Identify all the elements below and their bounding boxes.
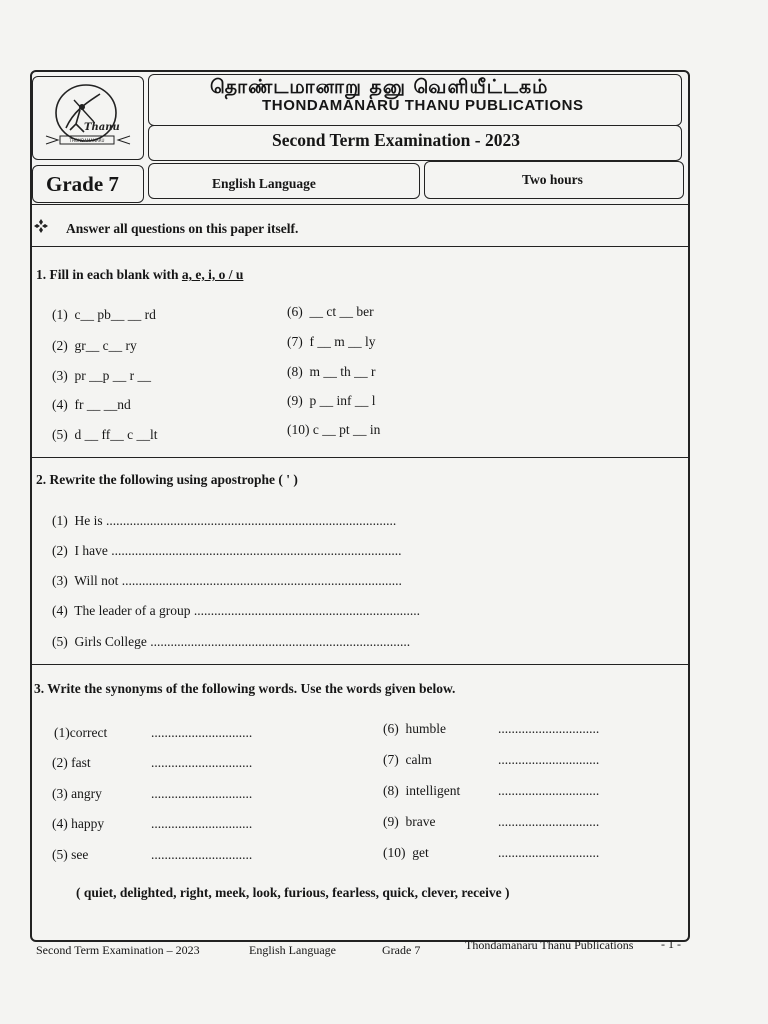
item-text: __ ct __ ber: [309, 304, 374, 319]
publisher-title: THONDAMANARU THANU PUBLICATIONS: [262, 97, 584, 114]
item-number: (3): [52, 786, 68, 801]
item-text: c __ pt __ in: [312, 422, 381, 437]
q2-item: [52, 573, 402, 589]
answer-dots[interactable]: ..............................: [151, 786, 253, 801]
item-number: (4): [52, 397, 68, 412]
item-number: (10): [383, 845, 406, 860]
exam-title: Second Term Examination - 2023: [272, 130, 520, 150]
q1-item: [52, 338, 137, 354]
subject-label: English Language: [212, 176, 316, 191]
item-number: (9): [383, 814, 399, 829]
item-word: correct: [69, 725, 108, 740]
item-text: fr __ __nd: [74, 397, 131, 412]
logo-text: Thanu: [84, 122, 120, 133]
word-bank: ( quiet, delighted, right, meek, look, furious, fearless, quick, clever, receive ): [76, 885, 510, 900]
answer-dots[interactable]: ..............................: [498, 721, 600, 736]
item-word: see: [71, 847, 89, 862]
footer-page-number: - 1 -: [661, 937, 681, 951]
header-divider: [32, 204, 688, 205]
q2-item: [52, 513, 396, 529]
duration-label: Two hours: [522, 172, 583, 187]
item-text: d __ ff__ c __lt: [74, 427, 158, 442]
q2-item: [52, 634, 410, 650]
q3-item: [383, 752, 432, 768]
question-2-divider: [32, 664, 688, 665]
answer-dots[interactable]: ..............................: [498, 752, 600, 767]
item-number: (2): [52, 338, 68, 353]
grade-label: Grade 7: [46, 172, 119, 196]
q3-item: [383, 783, 460, 799]
instruction: Answer all questions on this paper itself.: [66, 221, 299, 236]
q3-item: [383, 845, 429, 861]
question-2-title: 2. Rewrite the following using apostrophe ( ' ): [36, 472, 298, 487]
item-word: angry: [71, 786, 102, 801]
publisher-logo: [44, 80, 132, 156]
q1-item: [52, 368, 151, 384]
q1-item: [52, 397, 131, 413]
item-number: (3): [52, 573, 68, 588]
item-number: (5): [52, 427, 68, 442]
q3-item: [54, 725, 107, 741]
q1-item: [287, 364, 376, 380]
answer-line[interactable]: Will not ...................................................................................: [74, 573, 402, 588]
item-number: (8): [383, 783, 399, 798]
item-number: (7): [383, 752, 399, 767]
item-text: p __ inf __ l: [309, 393, 376, 408]
q1-item: [287, 393, 376, 409]
q2-item: [52, 543, 401, 559]
q1-item: [287, 304, 374, 320]
q3-item: [383, 814, 435, 830]
item-word: fast: [71, 755, 91, 770]
answer-dots[interactable]: ..............................: [498, 783, 600, 798]
footer-grade: Grade 7: [382, 943, 421, 957]
q1-item: [287, 334, 376, 350]
answer-line[interactable]: Girls College .............................................................................: [74, 634, 411, 649]
tamil-title: தொண்டமானாறு தனு வெளியீட்டகம்: [210, 76, 549, 98]
item-number: (4): [52, 603, 68, 618]
item-text: f __ m __ ly: [309, 334, 376, 349]
item-number: (4): [52, 816, 68, 831]
item-number: (1): [52, 513, 68, 528]
item-text: pr __p __ r __: [74, 368, 151, 383]
item-word: calm: [405, 752, 432, 767]
answer-dots[interactable]: ..............................: [498, 814, 600, 829]
footer-exam: Second Term Examination – 2023: [36, 943, 200, 957]
footer-publisher: Thondamanaru Thanu Publications: [465, 938, 634, 952]
item-text: c__ pb__ __ rd: [74, 307, 156, 322]
item-number: (9): [287, 393, 303, 408]
footer-subject: English Language: [249, 943, 336, 957]
question-1-letters: a, e, i, o / u: [181, 267, 244, 282]
q2-item: [52, 603, 420, 619]
question-1-divider: [32, 457, 688, 458]
item-number: (5): [52, 634, 68, 649]
item-number: (3): [52, 368, 68, 383]
item-text: gr__ c__ ry: [74, 338, 137, 353]
q3-item: [52, 755, 91, 771]
diamond-bullet-icon: [34, 219, 48, 233]
answer-dots[interactable]: ..............................: [498, 845, 600, 860]
answer-dots[interactable]: ..............................: [151, 816, 253, 831]
item-word: get: [412, 845, 429, 860]
item-number: (6): [383, 721, 399, 736]
q1-item: [287, 422, 380, 438]
answer-line[interactable]: The leader of a group ...................................................................: [74, 603, 420, 618]
item-number: (6): [287, 304, 303, 319]
question-1-prefix: 1. Fill in each blank with: [36, 267, 182, 282]
q3-item: [52, 847, 88, 863]
question-3-title: 3. Write the synonyms of the following words. Use the words given below.: [34, 681, 456, 696]
item-number: (8): [287, 364, 303, 379]
q3-item: [383, 721, 446, 737]
q3-item: [52, 816, 104, 832]
answer-line[interactable]: He is ......................................................................................: [74, 513, 397, 528]
item-number: (2): [52, 755, 68, 770]
answer-line[interactable]: I have ......................................................................................: [74, 543, 402, 558]
item-text: m __ th __ r: [309, 364, 376, 379]
q3-item: [52, 786, 102, 802]
item-number: (1): [54, 725, 70, 740]
q1-item: [52, 427, 158, 443]
item-number: (2): [52, 543, 68, 558]
answer-dots[interactable]: ..............................: [151, 847, 253, 862]
logo-banner: THONDAMANARU: [69, 138, 105, 143]
answer-dots[interactable]: ..............................: [151, 725, 253, 740]
item-number: (7): [287, 334, 303, 349]
instruction-divider: [32, 246, 688, 247]
item-number: (10): [287, 422, 310, 437]
answer-dots[interactable]: ..............................: [151, 755, 253, 770]
item-word: brave: [405, 814, 436, 829]
q1-item: [52, 307, 156, 323]
item-word: humble: [405, 721, 446, 736]
item-number: (5): [52, 847, 68, 862]
item-word: happy: [71, 816, 105, 831]
item-word: intelligent: [405, 783, 461, 798]
question-1-title: [36, 267, 243, 283]
item-number: (1): [52, 307, 68, 322]
